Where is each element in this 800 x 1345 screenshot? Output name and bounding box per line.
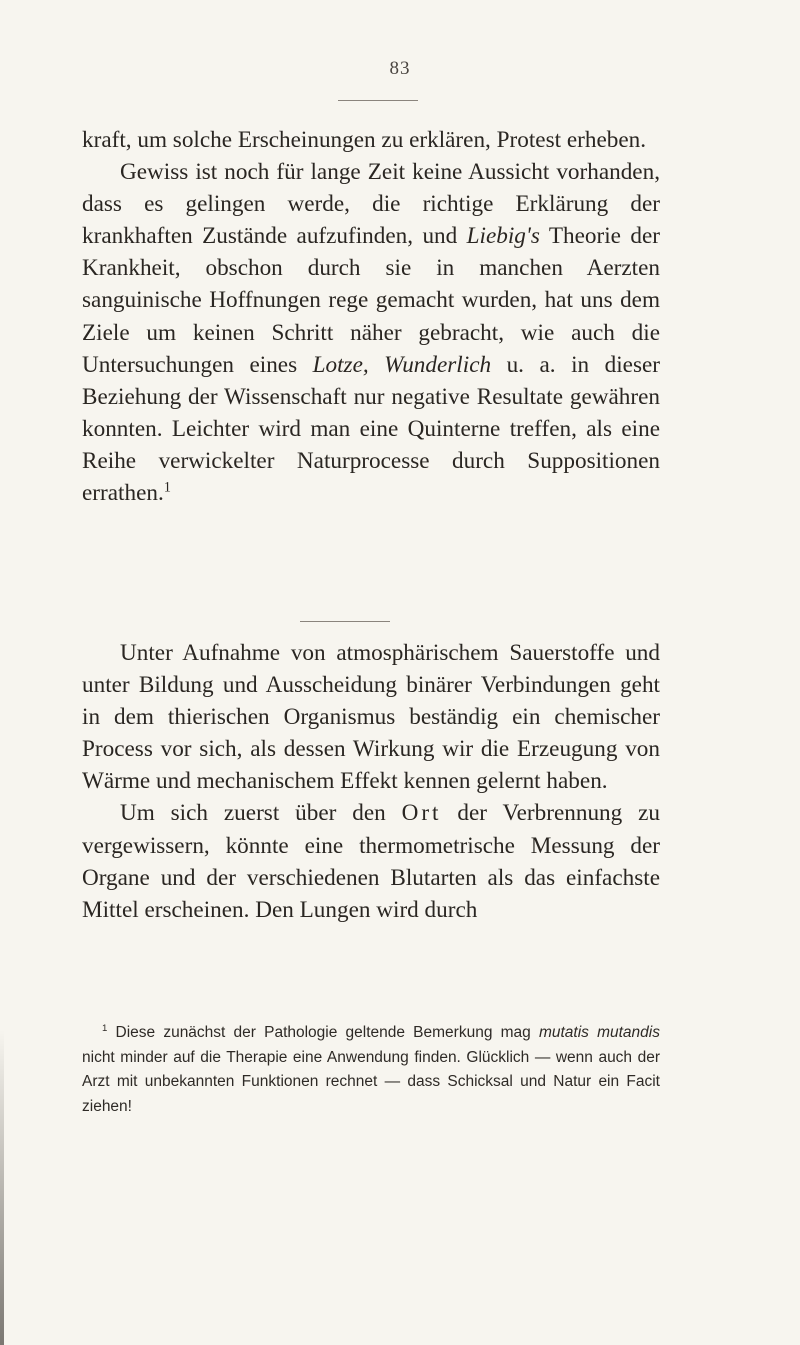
footnote-1 <box>82 1021 660 1119</box>
section-rule <box>300 621 390 622</box>
paragraph-um-sich-part2: der Verbrennung zu vergewissern, könnte eine thermometrische Messung der Organe und der verschiedenen Blutarten als das einfachste Mittel erscheinen. Den Lungen wird durch <box>82 800 660 923</box>
main-text-lower <box>82 637 660 926</box>
paragraph-um-sich <box>82 797 660 925</box>
footnote-italic: mutatis mutandis <box>538 1024 660 1041</box>
footnote-area <box>82 1021 660 1119</box>
paragraph-continuation: kraft, um solche Erscheinungen zu erklären, Protest erheben. <box>82 127 647 153</box>
lotze-wunderlich-names: Lotze, Wunderlich <box>312 351 492 378</box>
ort-emphasis: Ort <box>401 800 442 827</box>
page-edge-shadow <box>0 1030 4 1345</box>
footnote-part2: nicht minder auf die Therapie eine Anwendung finden. Glücklich — wenn auch der Arzt mit unbekannten Funktionen rechnet — dass Schicksal und Natur ein Facit ziehen! <box>82 1048 660 1115</box>
header-rule <box>338 100 418 101</box>
page-number: 83 <box>389 58 411 79</box>
footnote-part1: Diese zunächst der Pathologie geltende Bemerkung mag <box>107 1024 539 1041</box>
paragraph-um-sich-part1: Um sich zuerst über den <box>120 800 402 827</box>
paragraph-gewiss <box>82 156 660 509</box>
paragraph-gewiss-part1: Gewiss ist noch für lange Zeit keine Aussicht vorhanden, dass es gelingen werde, die richtige Erklärung der krankhaften Zustände aufzufinden, und <box>82 159 660 250</box>
paragraph-gewiss-part2: Theorie der Krankheit, obschon durch sie in manchen Aerzten sanguinische Hoffnungen rege gemacht wurden, hat uns dem Ziele um keinen Schritt näher gebracht, wie auch die Untersuchungen eines <box>82 223 660 378</box>
footnote-marker: 1 <box>102 1022 108 1034</box>
paragraph-unter-aufnahme: Unter Aufnahme von atmosphärischem Sauerstoffe und unter Bildung und Ausscheidung binärer Verbindungen geht in dem thierischen Organismus beständig ein chemischer Process vor sich, als dessen Wirkung wir die Erzeugung von Wärme und mechanischem Effekt kennen gelernt haben. <box>82 640 660 795</box>
liebig-name: Liebig's <box>466 223 540 250</box>
main-text-upper <box>82 124 660 509</box>
footnote-reference: 1 <box>163 479 171 496</box>
paragraph-gewiss-part3: u. a. in dieser Beziehung der Wissenschaft nur negative Resultate gewähren konnten. Leichter wird man eine Quinterne treffen, als eine Reihe verwickelter Naturprocesse durch Suppositionen errathen. <box>82 351 660 507</box>
